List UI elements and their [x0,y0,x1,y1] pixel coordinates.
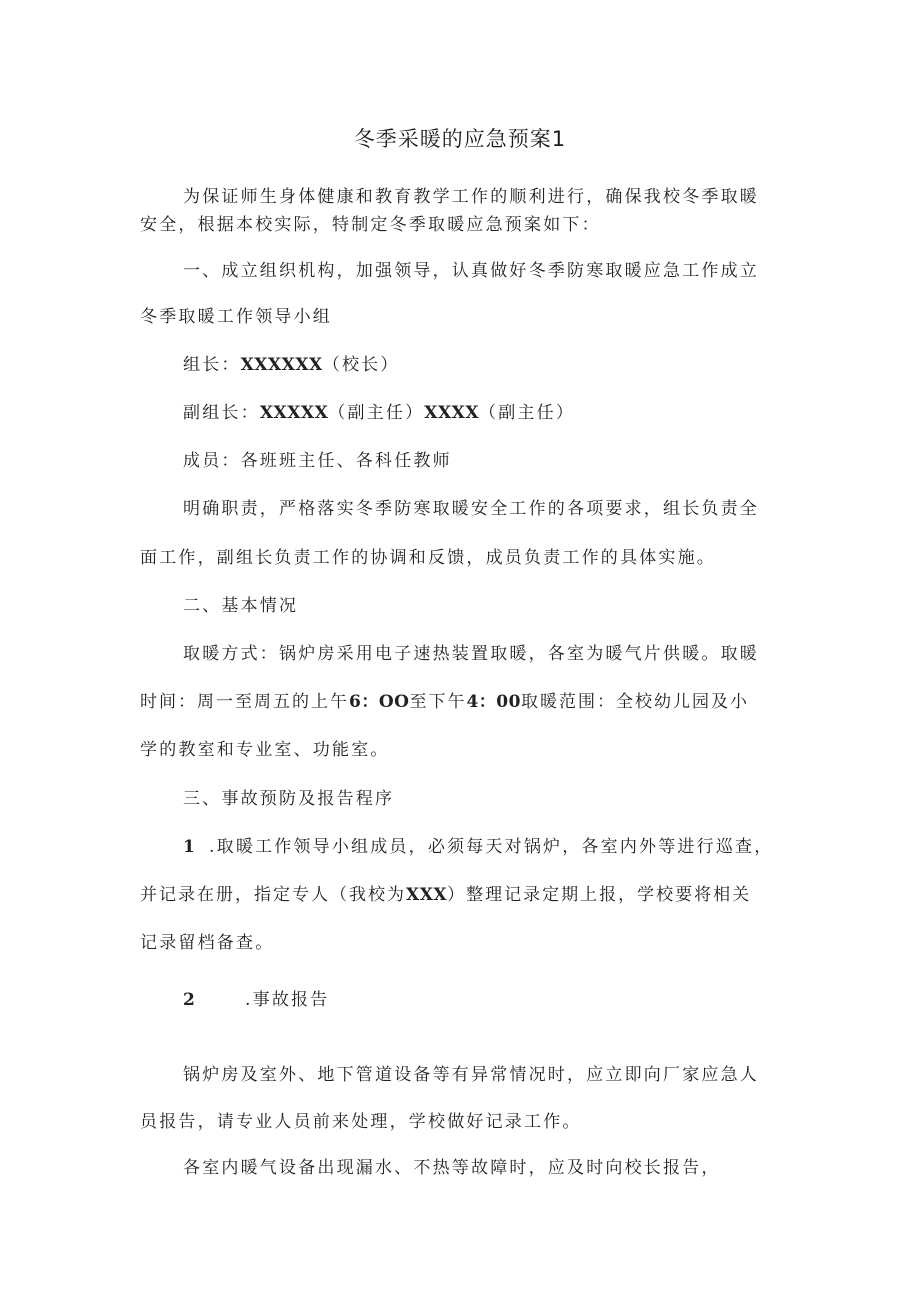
heating-end-time: 4：00 [466,692,521,712]
page-title: 冬季采暖的应急预案1 [353,127,567,151]
indoor-line-1: 各室内暖气设备出现漏水、不热等故障时，应及时向校长报告， [183,1158,721,1178]
basic-line-2-a: 时间：周一至周五的上午 [140,692,349,712]
section-1-line-2: 冬季取暖工作领导小组 [140,307,332,327]
basic-line-2-b: 至下午 [409,692,467,712]
item-2-number: 2 [183,990,198,1010]
section-3-heading: 三、事故预防及报告程序 [183,789,395,809]
deputy-label: 副组长： [183,403,260,423]
item-2-text: .事故报告 [245,990,330,1010]
item-1-line-2-a: 并记录在册，指定专人（我校为 [140,885,406,905]
duty-line-2: 面工作，副组长负责工作的协调和反馈，成员负责工作的具体实施。 [140,548,716,568]
deputy-name-2: XXXX [424,403,480,423]
basic-line-1: 取暖方式：锅炉房采用电子速热装置取暖，各室为暖气片供暖。取暖 [183,644,759,664]
members-line: 成员：各班班主任、各科任教师 [183,451,452,471]
item-1-line-2 [140,880,790,905]
leader-name: XXXXXX [240,355,323,375]
item-1-number: 1 [183,837,198,857]
section-2-heading: 二、基本情况 [183,596,299,616]
item-1-person: XXX [406,885,448,905]
basic-line-2 [140,687,790,712]
item-1-line-1 [183,832,833,857]
leader-role: （校长） [322,355,400,375]
basic-line-2-c: 取暖范围：全校幼儿园及小 [520,692,749,712]
deputy-name-1: XXXXX [259,403,329,423]
item-1-line-3: 记录留档备查。 [140,933,275,953]
basic-line-3: 学的教室和专业室、功能室。 [140,740,390,760]
report-line-2: 员报告，请专业人员前来处理，学校做好记录工作。 [140,1112,582,1132]
report-line-1: 锅炉房及室外、地下管道设备等有异常情况时，应立即向厂家应急人 [183,1065,759,1085]
leader-line [183,350,833,375]
deputy-role-2: （副主任） [479,403,576,423]
intro-line-2: 安全，根据本校实际，特制定冬季取暖应急预案如下： [140,215,601,235]
deputy-line [183,398,833,423]
heating-start-time: 6：OO [349,692,410,712]
item-1-text: .取暖工作领导小组成员，必须每天对锅炉，各室内外等进行巡查， [209,837,774,857]
item-2-line [183,985,833,1010]
item-1-line-2-b: ）整理记录定期上报，学校要将相关 [447,885,752,905]
deputy-role-1: （副主任） [328,403,425,423]
duty-line-1: 明确职责，严格落实冬季防寒取暖安全工作的各项要求，组长负责全 [183,499,759,519]
intro-line-1: 为保证师生身体健康和教育教学工作的顺利进行，确保我校冬季取暖 [183,187,759,207]
leader-label: 组长： [183,355,241,375]
section-1-line-1: 一、成立组织机构，加强领导，认真做好冬季防寒取暖应急工作成立 [183,261,759,281]
